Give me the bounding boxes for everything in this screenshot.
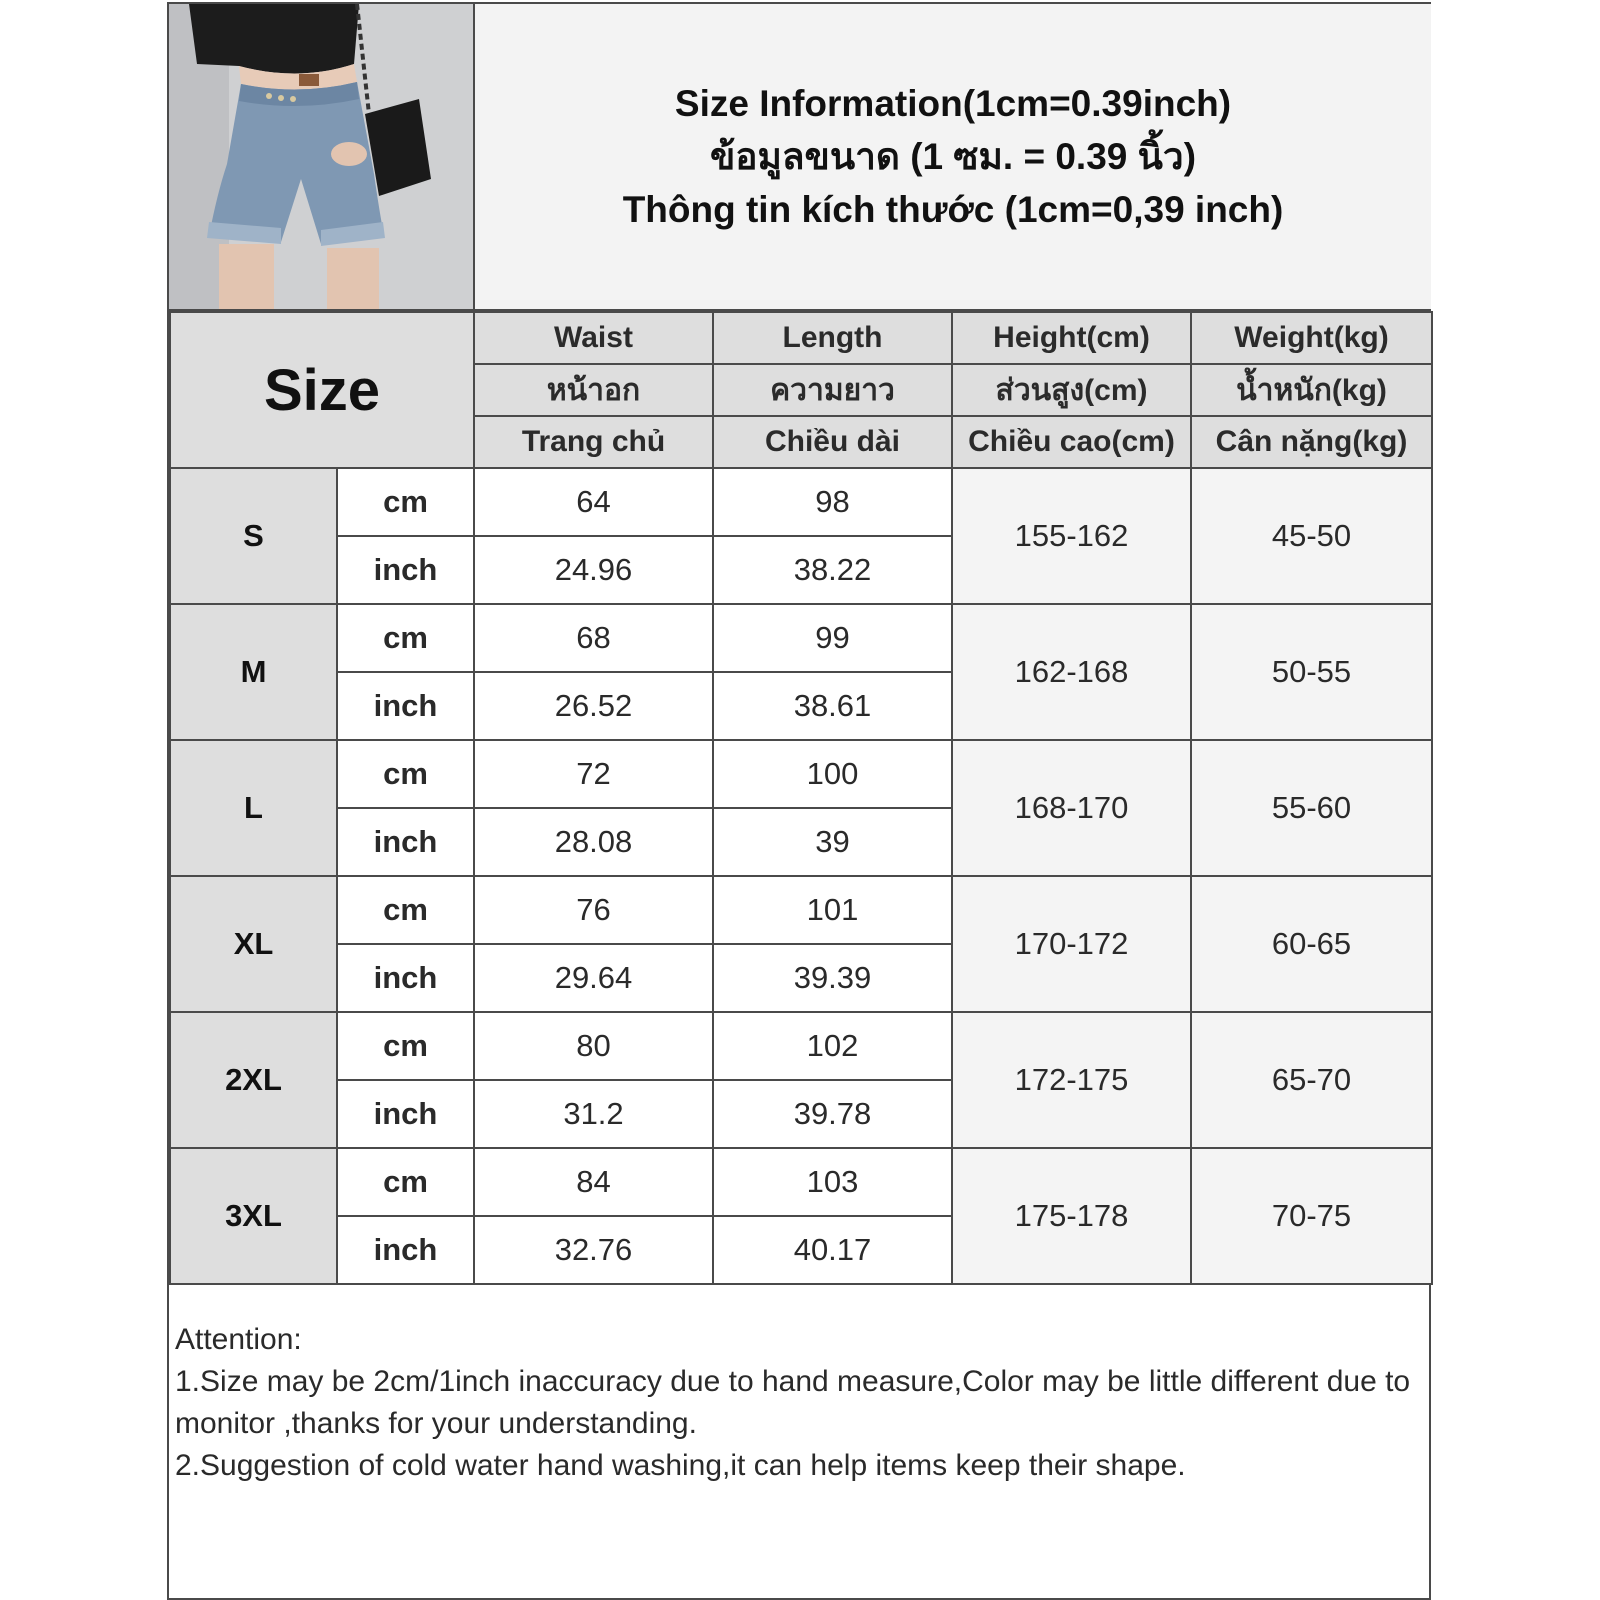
weight-range: 60-65 — [1191, 876, 1432, 1012]
unit-inch: inch — [337, 1080, 474, 1148]
waist-inch: 24.96 — [474, 536, 713, 604]
unit-inch: inch — [337, 944, 474, 1012]
size-label: XL — [170, 876, 337, 1012]
weight-range: 50-55 — [1191, 604, 1432, 740]
length-inch: 39 — [713, 808, 952, 876]
weight-range: 55-60 — [1191, 740, 1432, 876]
waist-inch: 28.08 — [474, 808, 713, 876]
column-header-height-vi: Chiều cao(cm) — [952, 416, 1191, 468]
size-table — [169, 311, 1433, 1285]
height-range: 168-170 — [952, 740, 1191, 876]
column-header-waist-thai: หน้าอก — [474, 364, 713, 416]
size-label: 2XL — [170, 1012, 337, 1148]
product-photo — [169, 4, 475, 311]
notes-line-2: 2.Suggestion of cold water hand washing,it can help items keep their shape. — [175, 1449, 1186, 1482]
waist-cm: 80 — [474, 1012, 713, 1080]
length-cm: 100 — [713, 740, 952, 808]
waist-inch: 32.76 — [474, 1216, 713, 1284]
height-range: 175-178 — [952, 1148, 1191, 1284]
unit-inch: inch — [337, 808, 474, 876]
size-chart-sheet — [167, 2, 1431, 1600]
table-row — [170, 468, 1432, 536]
unit-cm: cm — [337, 1012, 474, 1080]
length-inch: 38.22 — [713, 536, 952, 604]
column-header-waist: Waist — [474, 312, 713, 364]
table-row — [170, 876, 1432, 944]
length-inch: 39.78 — [713, 1080, 952, 1148]
unit-cm: cm — [337, 1148, 474, 1216]
length-inch: 39.39 — [713, 944, 952, 1012]
table-row — [170, 1012, 1432, 1080]
unit-inch: inch — [337, 672, 474, 740]
size-label: L — [170, 740, 337, 876]
size-information-header — [475, 4, 1431, 311]
column-header-weight-thai: น้ำหนัก(kg) — [1191, 364, 1432, 416]
column-header-height-thai: ส่วนสูง(cm) — [952, 364, 1191, 416]
weight-range: 45-50 — [1191, 468, 1432, 604]
notes-line-1: 1.Size may be 2cm/1inch inaccuracy due to hand measure,Color may be little different due to monitor ,thanks for your understanding. — [175, 1365, 1411, 1440]
header-line-english: Size Information(1cm=0.39inch) — [674, 83, 1232, 124]
size-label: S — [170, 468, 337, 604]
waist-cm: 64 — [474, 468, 713, 536]
height-range: 172-175 — [952, 1012, 1191, 1148]
weight-range: 65-70 — [1191, 1012, 1432, 1148]
column-header-length: Length — [713, 312, 952, 364]
length-inch: 38.61 — [713, 672, 952, 740]
size-label: 3XL — [170, 1148, 337, 1284]
waist-cm: 76 — [474, 876, 713, 944]
weight-range: 70-75 — [1191, 1148, 1432, 1284]
size-label: M — [170, 604, 337, 740]
denim-shorts-photo-icon — [169, 4, 473, 309]
unit-inch: inch — [337, 1216, 474, 1284]
waist-cm: 84 — [474, 1148, 713, 1216]
column-header-height: Height(cm) — [952, 312, 1191, 364]
unit-inch: inch — [337, 536, 474, 604]
length-cm: 101 — [713, 876, 952, 944]
header-line-thai: ข้อมูลขนาด (1 ซม. = 0.39 นิ้ว) — [709, 136, 1197, 177]
unit-cm: cm — [337, 740, 474, 808]
waist-inch: 31.2 — [474, 1080, 713, 1148]
table-row — [170, 740, 1432, 808]
unit-cm: cm — [337, 468, 474, 536]
notes-title: Attention: — [175, 1323, 302, 1356]
waist-inch: 29.64 — [474, 944, 713, 1012]
waist-cm: 68 — [474, 604, 713, 672]
column-header-length-thai: ความยาว — [713, 364, 952, 416]
table-row — [170, 1148, 1432, 1216]
length-cm: 98 — [713, 468, 952, 536]
column-header-weight-vi: Cân nặng(kg) — [1191, 416, 1432, 468]
length-cm: 103 — [713, 1148, 952, 1216]
height-range: 162-168 — [952, 604, 1191, 740]
table-row — [170, 604, 1432, 672]
attention-notes — [175, 1319, 1425, 1487]
unit-cm: cm — [337, 876, 474, 944]
length-cm: 99 — [713, 604, 952, 672]
header-row-english — [170, 312, 1432, 364]
length-cm: 102 — [713, 1012, 952, 1080]
header-line-vietnamese: Thông tin kích thước (1cm=0,39 inch) — [622, 189, 1284, 230]
unit-cm: cm — [337, 604, 474, 672]
height-range: 170-172 — [952, 876, 1191, 1012]
size-column-header: Size — [170, 312, 474, 468]
column-header-waist-vi: Trang chủ — [474, 416, 713, 468]
waist-inch: 26.52 — [474, 672, 713, 740]
column-header-length-vi: Chiều dài — [713, 416, 952, 468]
length-inch: 40.17 — [713, 1216, 952, 1284]
waist-cm: 72 — [474, 740, 713, 808]
column-header-weight: Weight(kg) — [1191, 312, 1432, 364]
height-range: 155-162 — [952, 468, 1191, 604]
